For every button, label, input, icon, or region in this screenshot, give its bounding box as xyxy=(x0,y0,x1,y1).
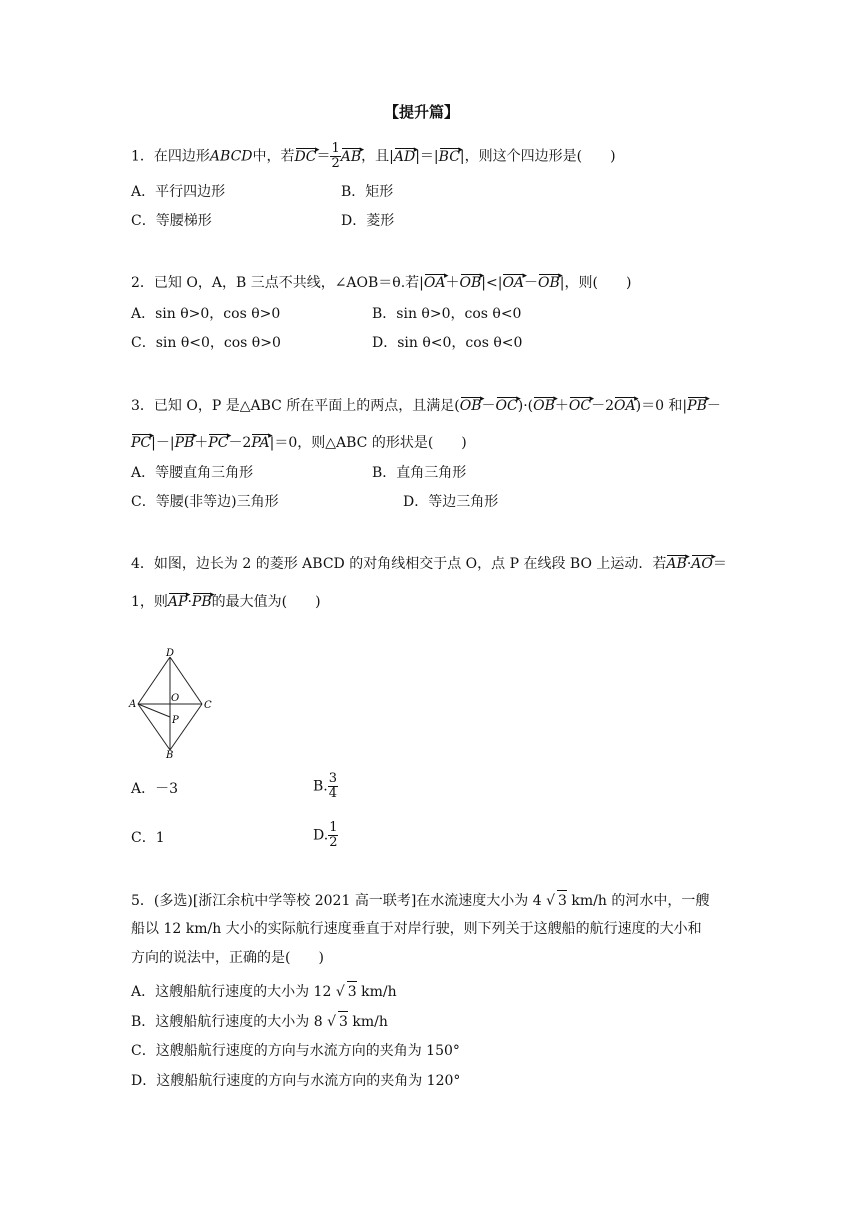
question-3-stem-line1: 3．已知 O，P 是△ABC 所在平面上的两点，且满足(OB ▸－OC ▸)·(OB ▸＋OC ▸－2OA ▸)＝0 和|PB ▸－ xyxy=(131,396,721,416)
vector-pb: PB ▸ xyxy=(192,592,212,612)
vector-oa: OA ▸ xyxy=(502,273,524,293)
q3-option-b[interactable]: B．直角三角形 xyxy=(372,465,467,481)
label-o: O xyxy=(171,693,180,704)
q2-option-d[interactable]: D．sin θ<0，cos θ<0 xyxy=(372,335,523,351)
q2-option-c[interactable]: C．sin θ<0，cos θ>0 xyxy=(131,335,281,351)
q2-option-a[interactable]: A．sin θ>0，cos θ>0 xyxy=(131,306,281,322)
q4-option-d[interactable]: D. $\frac{1}{2}$ xyxy=(313,820,338,850)
q5-option-d[interactable]: D．这艘船航行速度的方向与水流方向的夹角为 120° xyxy=(131,1073,461,1089)
vector-ab: AB ▸ xyxy=(341,147,361,167)
vector-ap: AP ▸ xyxy=(168,592,188,612)
question-3-stem-line2: PC ▸|－|PB ▸＋PC ▸－2PA ▸|＝0，则△ABC 的形状是( ) xyxy=(131,433,467,453)
fraction-three-quarters: $\frac{3}{4}$ xyxy=(328,771,338,801)
q5-option-b[interactable]: B．这艘船航行速度的大小为 8 √ 3 km/h xyxy=(131,1011,388,1032)
sqrt-icon: √ xyxy=(546,893,556,909)
fraction-one-half: $\frac{1}{2}$ xyxy=(331,141,340,171)
q3-option-d[interactable]: D．等边三角形 xyxy=(403,494,499,510)
q2-option-b[interactable]: B．sin θ>0，cos θ<0 xyxy=(372,306,522,322)
q1-option-d[interactable]: D．菱形 xyxy=(341,213,395,229)
label-b: B xyxy=(166,750,174,759)
label-a: A xyxy=(129,699,137,710)
q5-option-a[interactable]: A．这艘船航行速度的大小为 12 √ 3 km/h xyxy=(131,981,397,1002)
sqrt-icon: √ xyxy=(335,984,345,1000)
vector-oc: OC ▸ xyxy=(496,396,518,416)
vector-ob: OB ▸ xyxy=(538,273,560,293)
fraction-one-half: $\frac{1}{2}$ xyxy=(329,820,338,850)
vector-oa: OA ▸ xyxy=(614,396,636,416)
question-1-stem: 1．在四边形ABCD中，若DC ▸＝ $\frac{1}{2}$ AB ▸，且|AD ▸|＝|BC ▸|，则这个四边形是( ) xyxy=(131,142,616,171)
vector-oc: OC ▸ xyxy=(569,396,591,416)
vector-ao: AO ▸ xyxy=(691,554,713,574)
rhombus-figure xyxy=(124,647,216,759)
vector-oa: OA ▸ xyxy=(424,273,446,293)
q4-option-b[interactable]: B. $\frac{3}{4}$ xyxy=(313,771,338,801)
question-2-stem: 2．已知 O，A，B 三点不共线，∠AOB＝θ.若|OA ▸＋OB ▸|<|OA ▸－OB ▸|，则( ) xyxy=(131,273,631,293)
vector-pb: PB ▸ xyxy=(687,396,707,416)
vector-ob: OB ▸ xyxy=(533,396,555,416)
question-5-stem-line2: 船以 12 km/h 大小的实际航行速度垂直于对岸行驶，则下列关于这艘船的航行速度的大小和 xyxy=(131,921,702,937)
vector-bc: BC ▸ xyxy=(439,147,460,167)
question-5-stem-line3: 方向的说法中，正确的是( ) xyxy=(131,950,324,966)
question-5-stem-line1: 5．(多选)[浙江余杭中学等校 2021 高一联考]在水流速度大小为 4 √ 3 km/h 的河水中，一艘 xyxy=(131,890,709,911)
edge-cb xyxy=(170,704,202,750)
question-4-stem-line1: 4．如图，边长为 2 的菱形 ABCD 的对角线相交于点 O，点 P 在线段 BO 上运动．若AB ▸·AO ▸＝ xyxy=(131,554,727,574)
vector-pa: PA ▸ xyxy=(251,433,269,453)
question-4-stem-line2: 1，则AP ▸·PB ▸的最大值为( ) xyxy=(131,592,321,612)
vector-pc: PC ▸ xyxy=(131,433,151,453)
q1-option-b[interactable]: B．矩形 xyxy=(341,184,394,200)
sqrt-icon: √ xyxy=(327,1014,337,1030)
vector-ob: OB ▸ xyxy=(460,396,482,416)
vector-pc: PC ▸ xyxy=(208,433,228,453)
q3-option-a[interactable]: A．等腰直角三角形 xyxy=(131,465,254,481)
q1-option-a[interactable]: A．平行四边形 xyxy=(131,184,226,200)
q4-option-c[interactable]: C．1 xyxy=(131,830,165,846)
label-p: P xyxy=(172,715,179,726)
edge-da xyxy=(138,657,170,704)
section-title: 【提升篇】 xyxy=(384,103,460,121)
vector-ob: OB ▸ xyxy=(460,273,482,293)
vector-ab: AB ▸ xyxy=(666,554,686,574)
q1-option-c[interactable]: C．等腰梯形 xyxy=(131,213,212,229)
vector-dc: DC ▸ xyxy=(295,147,317,167)
q3-option-c[interactable]: C．等腰(非等边)三角形 xyxy=(131,494,279,510)
vector-ad: AD ▸ xyxy=(394,147,415,167)
label-d: D xyxy=(166,648,175,659)
label-c: C xyxy=(204,700,212,711)
q5-option-c[interactable]: C．这艘船航行速度的方向与水流方向的夹角为 150° xyxy=(131,1043,460,1059)
q4-option-a[interactable]: A．－3 xyxy=(131,781,179,797)
vector-pb: PB ▸ xyxy=(175,433,195,453)
